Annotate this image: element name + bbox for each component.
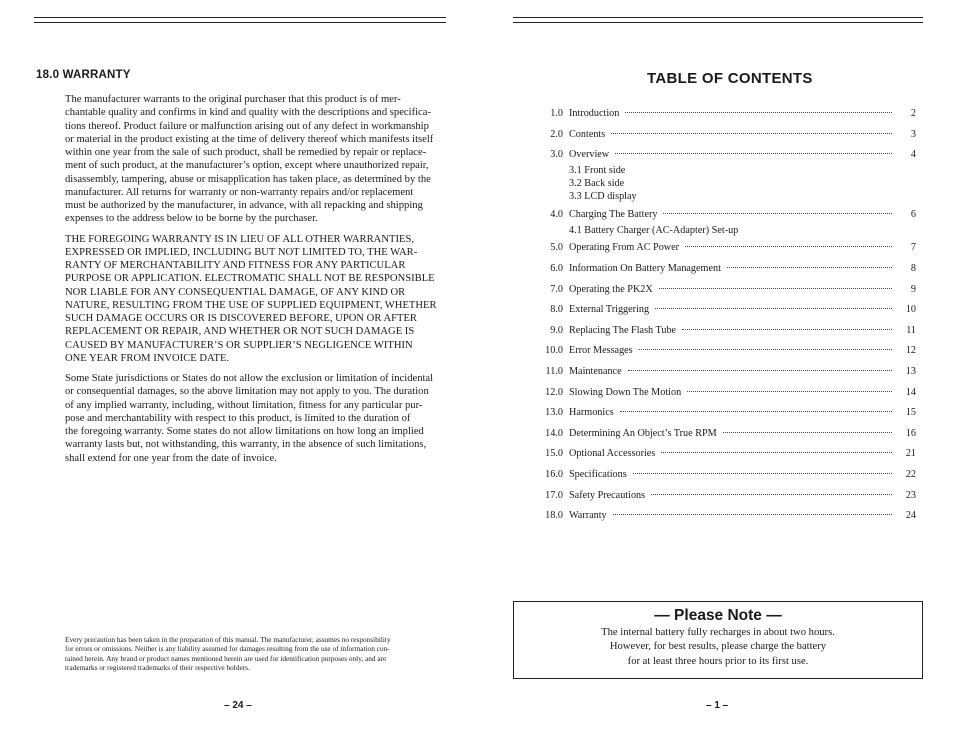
toc-page-number: 16 [905,427,916,439]
toc-row [538,129,916,144]
toc-page-number: 13 [905,365,916,377]
toc-section-number: 18.0 [545,510,563,522]
text-line: NOR LIABLE FOR ANY CONSEQUENTIAL DAMAGE, OF ANY KIND OR [65,286,406,298]
toc-section-number: 3.0 [550,149,563,161]
toc-leader-dots [659,288,892,289]
toc-leader-dots [655,308,892,309]
text-line: CAUSED BY MANUFACTURER’S OR SUPPLIER’S NEGLIGENCE WITHIN [65,339,413,351]
text-line: must be authorized by the manufacturer, in advance, with all repacking and shipping [65,200,423,211]
text-line: SUCH DAMAGE OCCURS OR IS DISCOVERED BEFORE, UPON OR AFTER [65,313,417,324]
toc-section-number: 1.0 [550,108,563,119]
text-line: shall extend for one year from the date of invoice. [65,452,277,464]
toc-entry [538,448,916,463]
toc-entry [538,325,916,340]
toc-section-title: Optional Accessories [569,448,656,460]
toc-section-number: 6.0 [550,262,563,274]
toc-row [538,242,916,257]
toc-page-number: 23 [905,489,916,501]
toc-section-title: Slowing Down The Motion [569,386,682,398]
toc-entry [538,263,916,278]
toc-row [538,510,916,525]
toc-page-number: 21 [905,448,916,460]
toc-page-number: 15 [905,407,916,419]
text-line: PURPOSE OR APPLICATION. ELECTROMATIC SHALL NOT BE RESPONSIBLE [65,273,435,285]
toc-row [538,263,916,278]
toc-entry [538,242,916,257]
text-line: NATURE, RESULTING FROM THE USE OF SUPPLIED EQUIPMENT, WHETHER [65,299,437,311]
toc-section-title: Introduction [569,108,620,119]
toc-page-number: 7 [910,242,916,254]
toc-row [538,304,916,319]
toc-leader-dots [651,494,892,495]
toc-section-title: Operating From AC Power [569,242,680,254]
toc-entry [538,407,916,422]
toc-subsection: 3.3 LCD display [569,191,637,203]
toc-row [538,149,916,164]
text-line: tions thereof. Product failure or malfunction arising out of any defect in workmanship [65,120,429,132]
toc-section-number: 11.0 [545,365,563,377]
text-line: or material in the product existing at the time of delivery thereof which manifests itself [65,133,434,145]
toc-leader-dots [639,349,892,350]
toc-entry [538,387,916,402]
toc-entry [538,490,916,505]
disclaimer-line: trademarks or registered trademarks of their respective holders. [65,663,250,673]
toc-page-number: 4 [910,149,916,161]
toc-entry [538,284,916,299]
toc-leader-dots [682,329,892,330]
toc-page-number: 11 [906,324,916,336]
toc-leader-dots [611,133,892,134]
toc-page-number: 3 [910,128,916,140]
toc-section-title: Safety Precautions [569,489,646,501]
text-line: disassembly, tampering, abuse or misapplication has taken place, as determined by the [65,173,431,185]
toc-row [538,448,916,463]
toc-leader-dots [615,153,892,154]
toc-section-number: 16.0 [545,468,563,480]
toc-section-number: 15.0 [545,448,563,460]
toc-section-number: 12.0 [545,386,563,398]
page-number-right: – 1 – [706,700,729,711]
toc-leader-dots [723,432,892,433]
toc-leader-dots [687,391,892,392]
disclaimer-line: Every precaution has been taken in the preparation of this manual. The manufacturer, assumes no responsibility [65,635,391,644]
toc-list [538,108,916,531]
disclaimer-line: for errors or omissions. Neither is any liability assumed for damages resulting from the use of information con- [65,644,390,654]
text-line: the foregoing warranty. Some states do not allow limitations on how long an implied [65,426,424,437]
toc-entry [538,209,916,237]
toc-leader-dots [628,370,892,371]
disclaimer-line: tained herein. Any brand or product names mentioned herein are used for identification purposes only, and are [65,653,387,663]
text-line: warranty lasts but, not withstanding, this warranty, in the absence of such limitations, [65,439,427,451]
toc-section-number: 9.0 [550,324,563,336]
toc-leader-dots [620,411,892,412]
disclaimer-text [65,635,447,673]
text-line: ONE YEAR FROM INVOICE DATE. [65,352,230,364]
toc-page-number: 6 [910,208,916,220]
toc-row [538,407,916,422]
text-line: pose and merchantability with respect to this product, is limited to the duration of [65,412,411,424]
toc-section-title: Specifications [569,468,627,480]
toc-entry [538,428,916,443]
toc-page-number: 10 [905,304,916,316]
toc-section-number: 17.0 [545,489,563,501]
toc-entry [538,304,916,319]
note-line: The internal battery fully recharges in about two hours. [601,627,835,638]
toc-section-title: External Triggering [569,304,650,316]
please-note-text [514,626,922,669]
toc-row [538,387,916,402]
toc-section-title: Charging The Battery [569,208,658,220]
text-line: REPLACEMENT OR REPAIR, AND WHETHER OR NOT SUCH DAMAGE IS [65,326,415,338]
toc-section-number: 13.0 [545,407,563,419]
text-line: within one year from the sale of such product, shall be remedied by repair or replace- [65,147,427,158]
toc-row [538,490,916,505]
please-note-box [513,601,923,679]
toc-page-number: 9 [910,283,916,295]
note-line: However, for best results, please charge the battery [609,641,827,653]
toc-row [538,209,916,224]
toc-leader-dots [727,267,892,268]
text-line: manufacturer. All returns for warranty or non-warranty repairs and/or replacement [65,186,414,198]
toc-section-number: 4.0 [550,208,563,220]
toc-section-title: Replacing The Flash Tube [569,324,677,336]
warranty-body [65,93,447,472]
toc-section-title: Error Messages [569,345,633,357]
toc-page-number: 8 [910,262,916,274]
toc-page-number: 22 [905,468,916,480]
text-line: chantable quality and confirms in kind and quality with the descriptions and specifica- [65,107,431,119]
toc-row [538,428,916,443]
toc-section-number: 7.0 [550,283,563,295]
text-line: or consequential damages, so the above limitation may not apply to you. The duration [65,386,429,398]
toc-section-number: 5.0 [550,242,563,254]
text-line: of any implied warranty, including, without limitation, fitness for any particular pur- [65,399,423,411]
toc-page-number: 24 [905,510,916,522]
toc-section-title: Determining An Object’s True RPM [569,427,717,439]
toc-page-number: 14 [905,386,916,398]
toc-section-title: Contents [569,128,606,140]
toc-subsection: 3.1 Front side [569,165,626,177]
toc-section-title: Warranty [569,510,607,522]
toc-entry [538,149,916,203]
page-number-left: – 24 – [224,700,252,711]
toc-row [538,108,916,123]
toc-leader-dots [685,246,892,247]
text-line: THE FOREGOING WARRANTY IS IN LIEU OF ALL OTHER WARRANTIES, [65,233,414,245]
toc-leader-dots [613,514,892,515]
toc-row [538,469,916,484]
toc-leader-dots [633,473,892,474]
toc-row [538,284,916,299]
toc-leader-dots [663,213,892,214]
toc-entry [538,510,916,525]
warranty-heading: 18.0 WARRANTY [36,69,131,81]
toc-section-title: Maintenance [569,365,622,377]
toc-section-title: Operating the PK2X [569,283,653,295]
toc-section-number: 10.0 [545,345,563,357]
toc-section-title: Overview [569,149,610,161]
text-line: Some State jurisdictions or States do not allow the exclusion or limitation of incidental [65,373,434,384]
warranty-paragraph [65,93,447,226]
text-line: ment of such product, at the manufacturer’s option, except where unauthorized repair, [65,160,429,172]
toc-entry [538,108,916,123]
toc-entry [538,129,916,144]
toc-entry [538,345,916,360]
please-note-title: — Please Note — [654,607,782,624]
toc-leader-dots [661,452,892,453]
toc-section-number: 2.0 [550,128,563,140]
toc-entry [538,469,916,484]
text-line: The manufacturer warrants to the original purchaser that this product is of mer- [65,94,401,105]
toc-page-number: 2 [910,108,916,119]
toc-section-number: 8.0 [550,304,563,316]
toc-section-title: Harmonics [569,407,614,419]
toc-leader-dots [625,112,892,113]
toc-row [538,366,916,381]
toc-section-title: Information On Battery Management [569,262,721,274]
warranty-paragraph [65,372,447,465]
text-line: expenses to the address below to be borne by the purchaser. [65,213,318,225]
toc-row [538,325,916,340]
toc-row [538,345,916,360]
note-line: for at least three hours prior to its first use. [627,655,809,667]
text-line: EXPRESSED OR IMPLIED, INCLUDING BUT NOT LIMITED TO, THE WAR- [65,246,418,258]
toc-section-number: 14.0 [545,427,563,439]
text-line: RANTY OF MERCHANTABILITY AND FITNESS FOR ANY PARTICULAR [65,260,406,271]
toc-subsection: 4.1 Battery Charger (AC-Adapter) Set-up [569,224,739,236]
toc-subsection: 3.2 Back side [569,178,625,190]
warranty-paragraph [65,233,447,366]
toc-entry [538,366,916,381]
toc-heading: TABLE OF CONTENTS [647,70,813,87]
toc-page-number: 12 [905,345,916,357]
